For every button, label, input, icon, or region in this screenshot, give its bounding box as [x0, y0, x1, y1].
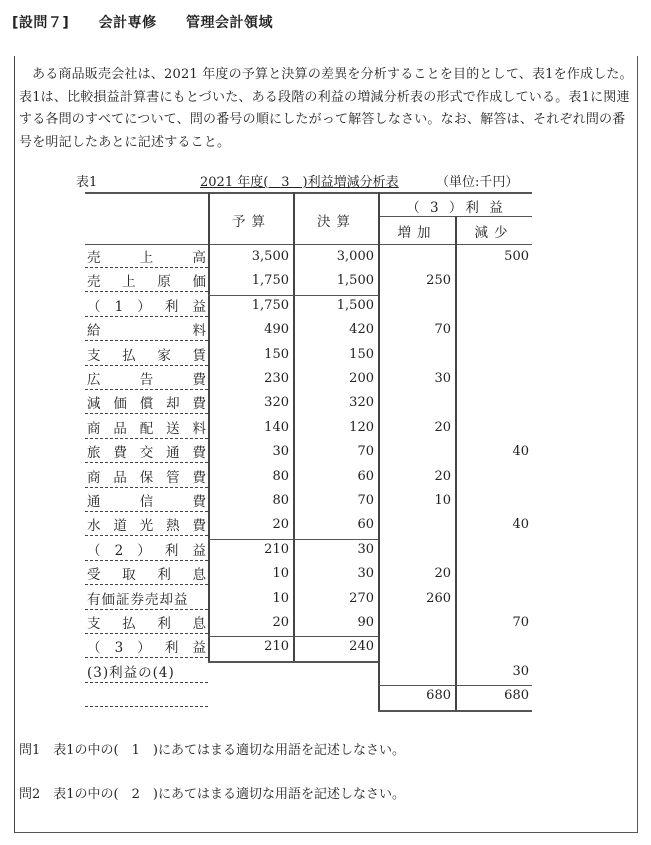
- row-label: [85, 685, 208, 707]
- row-label-char: 益: [192, 298, 206, 315]
- cell-increase: 70: [434, 322, 451, 338]
- row-label-char: 給: [87, 323, 101, 340]
- row-label-char: 償: [139, 396, 154, 413]
- row-label-char: 益: [192, 542, 206, 559]
- row-label-char: 高: [192, 250, 206, 266]
- row-label-char: 2: [114, 542, 124, 559]
- row-label-char: 益: [192, 640, 206, 657]
- cell-budget: 210: [264, 639, 289, 655]
- row-label-char: 利: [157, 616, 171, 632]
- row-label-char: (3)利益の(4): [87, 664, 175, 681]
- cell-decrease: 70: [512, 615, 529, 630]
- row-label-char: 価: [192, 274, 206, 291]
- row-label: [85, 539, 208, 561]
- cell-budget: 210: [264, 541, 289, 557]
- row-label-char: 配: [139, 420, 154, 437]
- row-label: [85, 612, 208, 634]
- cell-budget: 80: [272, 493, 289, 508]
- row-label-char: 受: [87, 567, 101, 584]
- row-label-char: ）: [137, 640, 151, 657]
- header-increase: 増加: [397, 225, 437, 241]
- row-label: [85, 417, 208, 439]
- row-label: [85, 368, 208, 390]
- row-label-char: （: [87, 640, 101, 657]
- header-decrease: 減少: [474, 225, 514, 241]
- row-label-char: 賃: [192, 347, 206, 364]
- table-label: 表1: [76, 175, 98, 190]
- cell-increase: 30: [434, 371, 451, 386]
- row-label-char: 旅: [87, 445, 101, 462]
- cell-decrease: 500: [504, 249, 529, 264]
- row-label: [85, 295, 208, 317]
- row-label-char: （: [87, 298, 101, 315]
- row-label-char: 売: [87, 250, 101, 266]
- row-label-char: 通: [166, 445, 180, 462]
- cell-actual: 270: [349, 590, 374, 606]
- table-top-rule: [85, 192, 532, 194]
- cell-actual: 70: [357, 493, 374, 508]
- cell-increase: 260: [426, 590, 451, 606]
- cell-actual: 200: [349, 371, 374, 386]
- cell-actual: 90: [357, 615, 374, 630]
- row-label-char: 商: [87, 420, 101, 437]
- cell-budget: 3,500: [251, 249, 289, 264]
- row-label-char: 光: [139, 518, 154, 535]
- row-label: [85, 392, 208, 414]
- course-name: 会計専修: [98, 15, 157, 31]
- cell-budget: 1,750: [251, 297, 289, 313]
- row-label: [85, 319, 208, 341]
- header-bottom-rule: [85, 244, 532, 245]
- cell-budget: 30: [272, 444, 289, 460]
- cell-actual: 3,000: [336, 249, 374, 264]
- row-label-char: 家: [157, 347, 171, 364]
- row-label-char: 息: [192, 616, 206, 632]
- cell-budget: 80: [272, 468, 289, 484]
- row-label-char: 上: [122, 274, 136, 291]
- row-label-char: 費: [192, 518, 206, 535]
- col-divider: [455, 216, 457, 710]
- section-number: [設問７]: [12, 15, 70, 31]
- row-label-char: 送: [166, 420, 180, 437]
- row-label-char: 減: [87, 396, 101, 413]
- cell-decrease: 40: [512, 444, 529, 460]
- row-label-char: 品: [113, 420, 127, 437]
- table-unit: （単位:千円）: [436, 175, 519, 190]
- cell-actual: 150: [349, 346, 374, 362]
- row-label-char: 水: [87, 518, 101, 535]
- cell-decrease: 30: [512, 663, 529, 679]
- header-profit-group: （ 3 ）利 益: [406, 200, 506, 216]
- col-divider: [208, 192, 210, 661]
- cell-budget: 10: [272, 590, 289, 606]
- row-label: [85, 466, 208, 488]
- row-label-char: 利: [157, 567, 171, 584]
- cell-budget: 20: [272, 615, 289, 630]
- row-label-char: 費: [192, 494, 206, 510]
- subtotal-rule: [208, 539, 378, 540]
- header-actual: 決算: [317, 214, 356, 230]
- cell-budget: 1,750: [251, 273, 289, 289]
- row-label-char: 通: [87, 494, 101, 510]
- cell-budget: 150: [264, 346, 289, 362]
- row-label-char: 管: [166, 469, 180, 486]
- col-divider: [378, 192, 380, 710]
- cell-budget: 10: [272, 566, 289, 582]
- row-label-char: 広: [87, 372, 101, 388]
- row-label: [85, 514, 208, 536]
- cell-increase: 20: [434, 419, 451, 435]
- cell-budget: 490: [264, 322, 289, 338]
- question-1: 問1 表1の中の( 1 )にあてはまる適切な用語を記述しなさい。: [19, 743, 405, 758]
- cell-increase: 20: [434, 566, 451, 582]
- row-label-char: 保: [139, 469, 154, 486]
- cell-actual: 420: [349, 322, 374, 338]
- row-label-char: 利: [164, 640, 179, 657]
- row-label-char: 払: [122, 347, 136, 364]
- row-label-char: 信: [139, 494, 154, 510]
- row-label-char: 取: [122, 567, 136, 584]
- cell-budget: 140: [264, 419, 289, 435]
- cell-budget: 320: [264, 395, 289, 411]
- question-heading: [12, 12, 297, 32]
- row-label-char: 息: [192, 567, 206, 584]
- row-label: [85, 344, 208, 366]
- row-label-char: 原: [157, 274, 171, 291]
- cell-actual: 60: [357, 468, 374, 484]
- row-label-char: 告: [139, 372, 154, 388]
- question-2: 問2 表1の中の( 2 )にあてはまる適切な用語を記述しなさい。: [19, 787, 405, 802]
- row-label-char: 1: [114, 298, 124, 315]
- table-bottom-rule: [208, 661, 378, 663]
- row-label: [85, 270, 208, 292]
- cell-decrease: 680: [504, 688, 529, 704]
- row-label-char: 品: [113, 469, 127, 486]
- table-title: 2021 年度( 3 )利益増減分析表: [200, 175, 399, 190]
- row-label: [85, 490, 208, 512]
- field-name: 管理会計領域: [186, 15, 274, 31]
- cell-actual: 1,500: [336, 297, 374, 313]
- row-label: [85, 563, 208, 585]
- row-label-char: （: [87, 542, 101, 559]
- cell-actual: 60: [357, 517, 374, 533]
- cell-budget: 230: [264, 371, 289, 386]
- cell-actual: 1,500: [336, 273, 374, 289]
- row-label-char: 上: [139, 250, 154, 266]
- row-label-char: 却: [166, 396, 180, 413]
- cell-actual: 320: [349, 395, 374, 411]
- row-label-char: 熱: [166, 518, 180, 535]
- cell-actual: 70: [357, 444, 374, 460]
- row-label-char: 払: [122, 616, 136, 632]
- row-label-char: 費: [192, 372, 206, 388]
- col-divider: [293, 192, 295, 661]
- row-label-char: 料: [192, 420, 206, 437]
- row-label-char: 3: [114, 640, 124, 657]
- subtotal-rule: [208, 636, 378, 637]
- row-label-char: 交: [139, 445, 154, 462]
- cell-increase: 680: [426, 688, 451, 704]
- cell-actual: 30: [357, 566, 374, 582]
- row-label-char: 支: [87, 347, 101, 364]
- row-label: [85, 588, 208, 610]
- cell-increase: 250: [426, 273, 451, 289]
- row-label: [85, 441, 208, 463]
- row-label-char: ）: [137, 542, 151, 559]
- cell-decrease: 40: [512, 517, 529, 533]
- row-label: [85, 636, 208, 658]
- cell-increase: 20: [434, 468, 451, 484]
- row-label-char: 有価証券売却益: [87, 591, 189, 608]
- row-label-char: 商: [87, 469, 101, 486]
- row-label-char: 料: [192, 323, 206, 340]
- row-label-char: 費: [192, 469, 206, 486]
- intro-paragraph: ある商品販売会社は、2021 年度の予算と決算の差異を分析することを目的として、表1を作成した。表1は、比較損益計算書にもとづいた、ある段階の利益の増減分析表の形式で作成している。表1に関連する各問のすべてについて、問の番号の順にしたがって解答しなさい。なお、解答は、それぞれ問の番号を明記したあとに記述すること。: [19, 67, 633, 150]
- cell-increase: 10: [434, 493, 451, 508]
- row-label: [85, 246, 208, 268]
- row-label-char: 道: [113, 518, 127, 535]
- row-label-char: 利: [164, 542, 179, 559]
- row-label-char: 価: [113, 396, 127, 413]
- row-label-char: 費: [192, 396, 206, 413]
- cell-actual: 240: [349, 639, 374, 655]
- row-label-char: 売: [87, 274, 101, 291]
- cell-actual: 120: [349, 419, 374, 435]
- cell-actual: 30: [357, 541, 374, 557]
- cell-budget: 20: [272, 517, 289, 533]
- row-label-char: 利: [164, 298, 179, 315]
- row-label-char: ）: [137, 298, 151, 315]
- header-budget: 予算: [232, 214, 271, 230]
- row-label: [85, 661, 208, 683]
- row-label-char: 費: [192, 445, 206, 462]
- row-label-char: 費: [113, 445, 127, 462]
- total-bottom-rule: [378, 710, 532, 712]
- total-rule: [378, 685, 532, 686]
- subtotal-rule: [208, 295, 378, 296]
- row-label-char: 支: [87, 616, 101, 632]
